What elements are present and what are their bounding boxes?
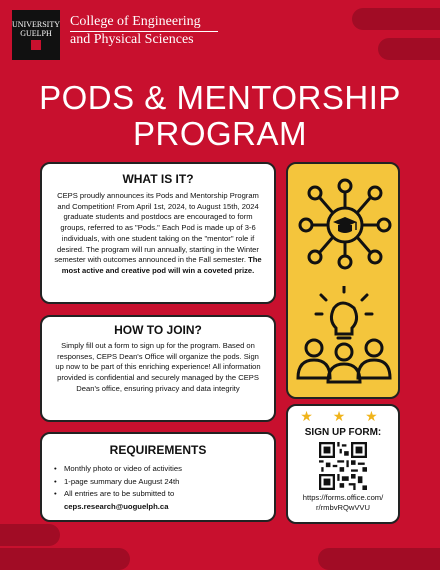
requirement-item: • All entries are to be submitted to <box>64 488 274 501</box>
requirement-email[interactable]: ceps.research@uoguelph.ca <box>64 501 169 511</box>
signup-url-line2: r/rmbvRQwVVU <box>315 503 370 512</box>
decor-bar <box>352 8 440 30</box>
team-idea-icon <box>294 286 394 386</box>
what-body <box>42 191 274 277</box>
logo-line1: UNIVERSITY <box>12 20 60 29</box>
network-graduation-icon <box>290 168 400 278</box>
star-icons: ★ ★ ★ <box>300 408 386 424</box>
join-body: Simply fill out a form to sign up for the program. Based on responses, CEPS Dean's Office will organize the pods. Sign up now to be part of this enriching experience! All information provided is confidential and securely managed by the CEPS Dean's office, ensuring privacy and data integrity <box>55 341 261 393</box>
title-line2: PROGRAM <box>132 115 307 152</box>
college-divider <box>70 31 218 32</box>
signup-card <box>286 404 400 524</box>
page-title <box>0 80 440 152</box>
decor-bar <box>378 38 440 60</box>
how-to-join-card <box>40 315 276 422</box>
logo-line2: GUELPH <box>20 29 52 38</box>
university-logo <box>12 10 60 60</box>
requirement-item: • 1-page summary due August 24th <box>64 476 274 489</box>
signup-label: SIGN UP FORM: <box>304 427 382 438</box>
title-line1: PODS & MENTORSHIP <box>39 79 401 116</box>
what-body-text: CEPS proudly announces its Pods and Mentorship Program and Competition! From April 1st, 2024, to August 15th, 2024 graduate students and postdocs are encouraged to form groups, referred to as "Pods." Each Pod is made up of 3-6 individuals, with one student taking on the "mentor" role if desired. The program will run annually, starting in the Winter semester with outcomes announced in the Fall semester. <box>54 191 259 265</box>
requirements-list <box>42 463 274 501</box>
signup-url-line1: https://forms.office.com/ <box>302 493 384 502</box>
requirements-heading: REQUIREMENTS <box>109 443 207 457</box>
join-heading: HOW TO JOIN? <box>114 323 202 337</box>
college-line1: College of Engineering <box>70 14 201 29</box>
illustration-panel <box>286 162 400 399</box>
decor-bar <box>0 524 60 546</box>
what-heading: WHAT IS IT? <box>122 172 194 186</box>
qr-code-icon[interactable] <box>319 442 367 490</box>
what-body-bold: The most active and creative pod will win a coveted prize. <box>61 255 262 275</box>
decor-bar <box>318 548 440 570</box>
what-is-it-card <box>40 162 276 304</box>
requirement-item: • Monthly photo or video of activities <box>64 463 274 476</box>
requirements-card <box>40 432 276 522</box>
decor-bar <box>0 548 130 570</box>
crest-icon <box>31 40 41 50</box>
signup-url[interactable] <box>288 493 398 513</box>
college-line2: and Physical Sciences <box>70 32 194 47</box>
